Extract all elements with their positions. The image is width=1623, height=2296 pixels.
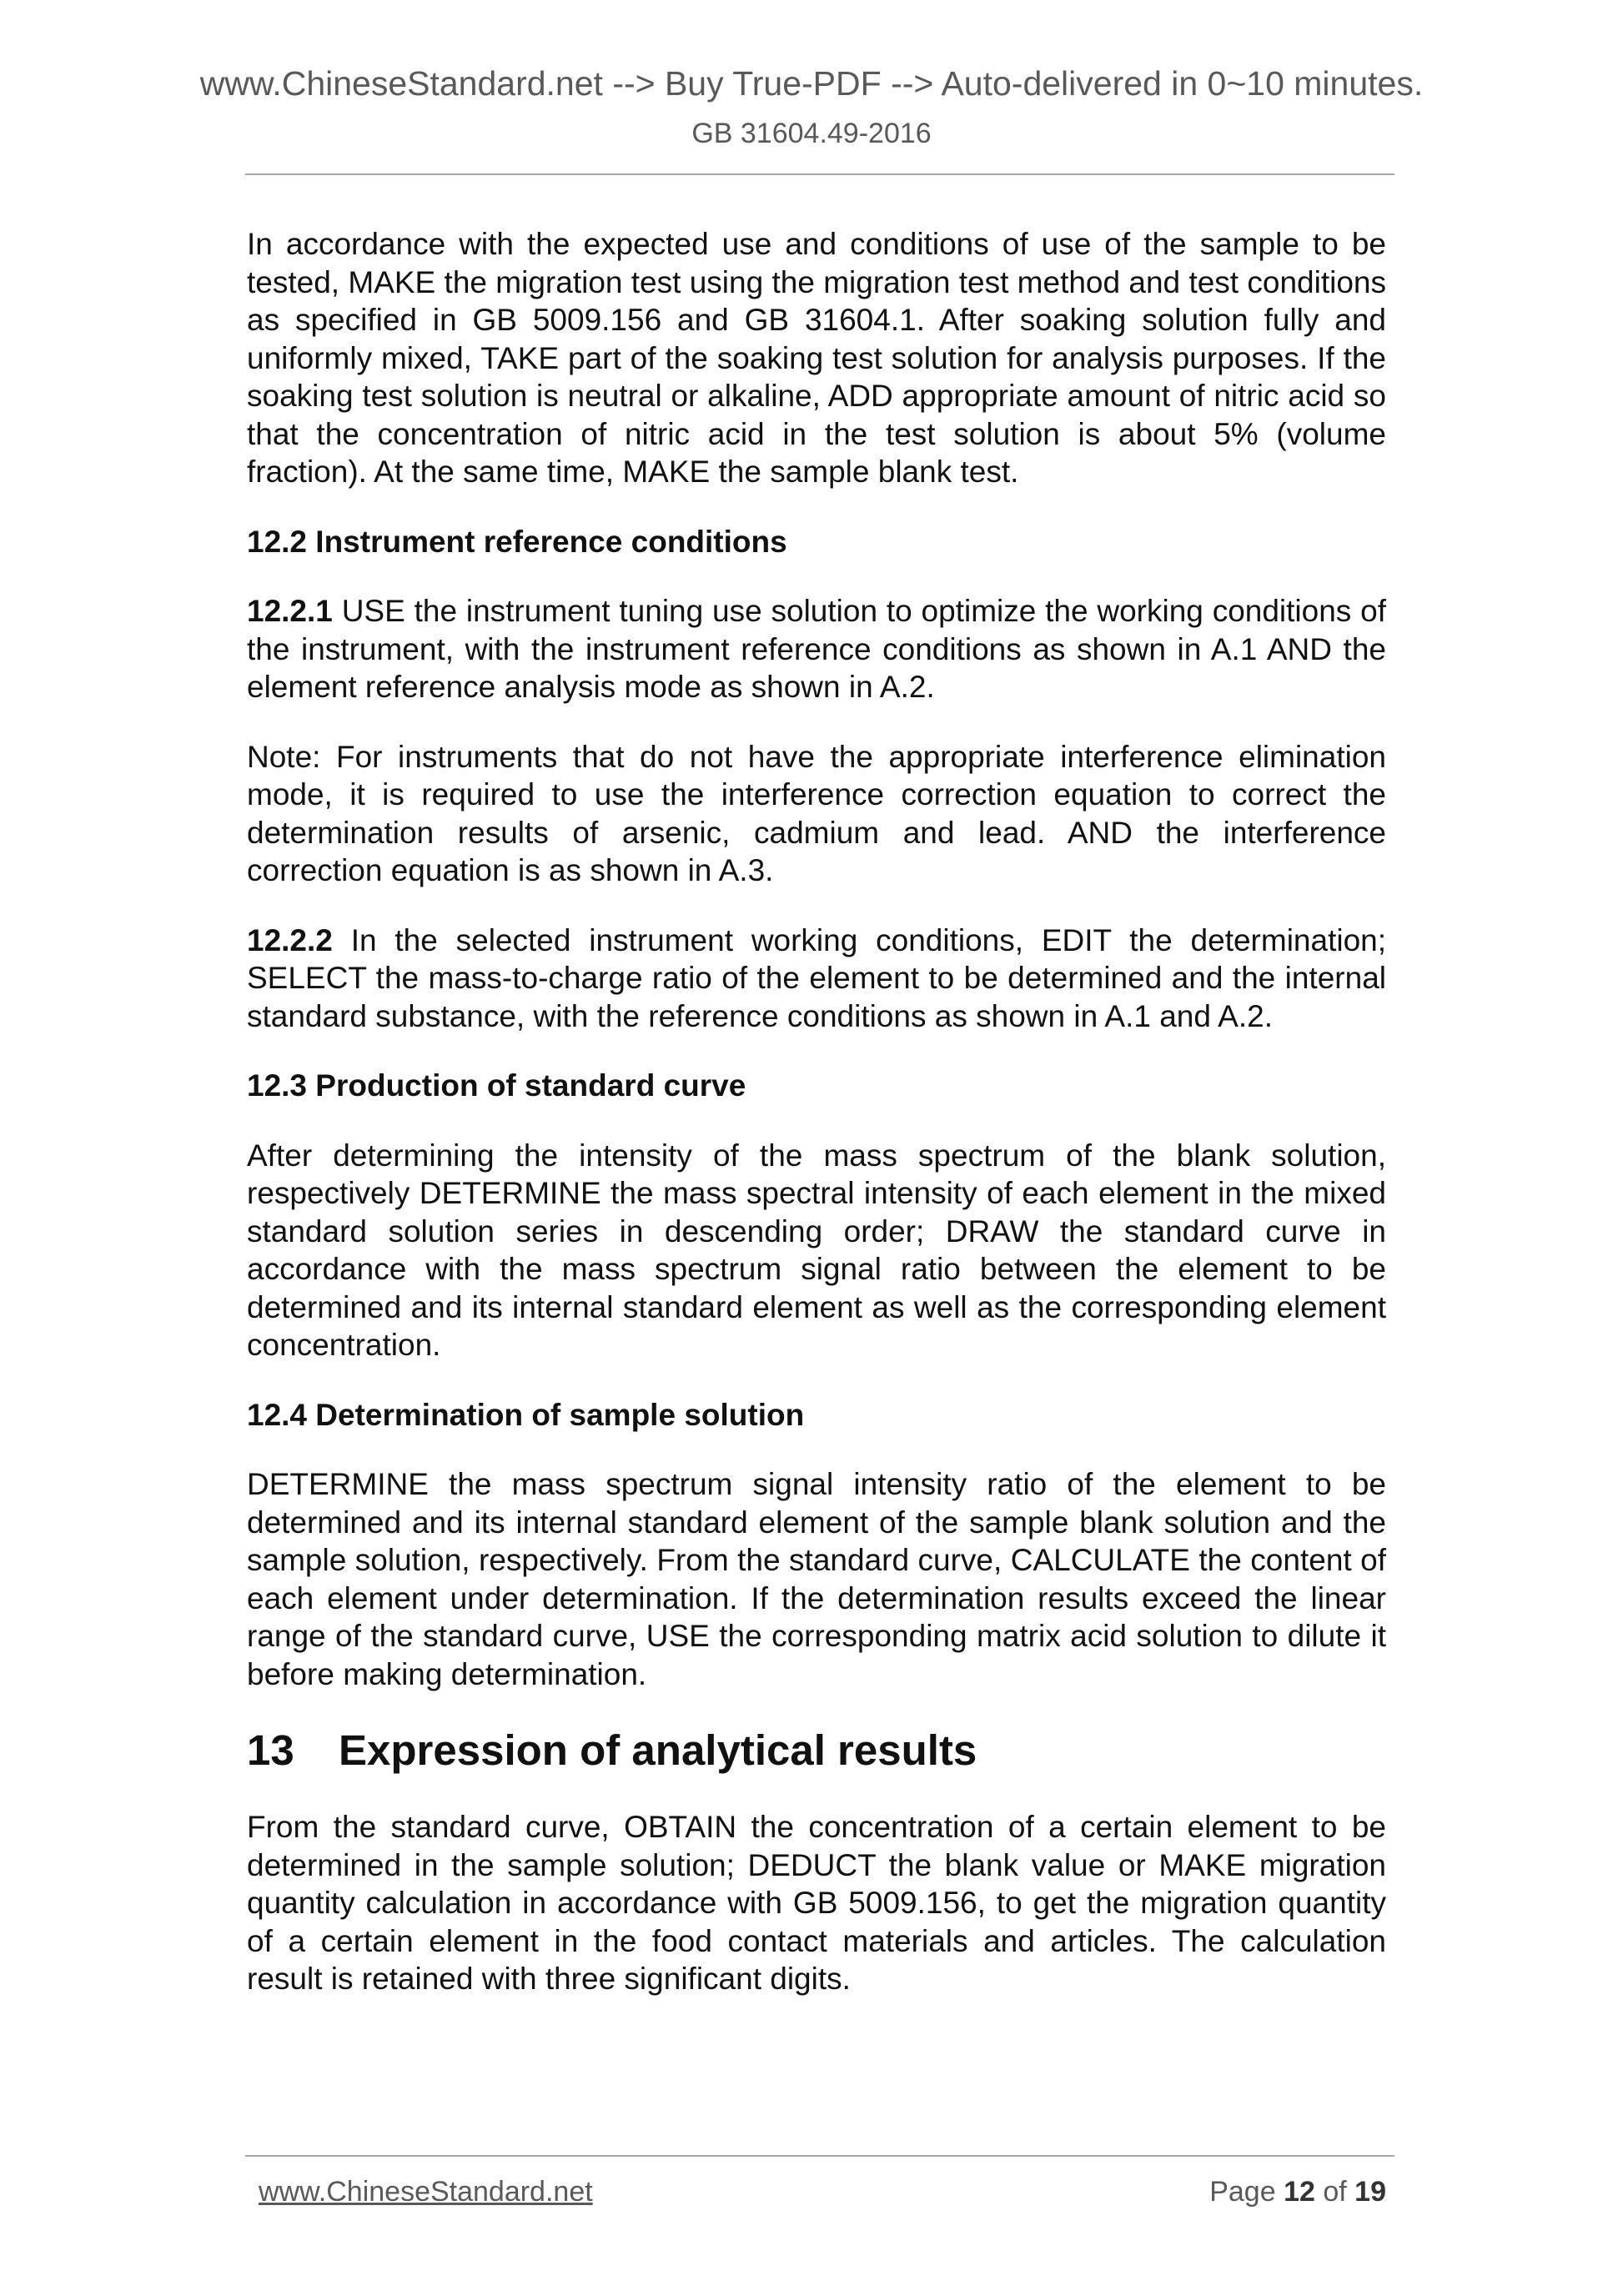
clause-number: 12.2.1 [247,594,333,628]
page-content [247,225,1386,2030]
page-of: of [1323,2176,1347,2208]
section-number: 13 [247,1726,294,1774]
clause-number: 12.2.2 [247,922,333,957]
page-total: 19 [1354,2176,1386,2208]
clause-text: USE the instrument tuning use solution to optimize the working conditions of the instrument, with the instrument reference conditions as shown in A.1 AND the element reference analysis mode as shown in A.2. [247,594,1386,704]
standard-number: GB 31604.49-2016 [691,118,932,149]
page-counter [1209,2175,1386,2209]
section-title: Expression of analytical results [339,1726,977,1774]
clause-12-2-2 [247,922,1386,1036]
page-word: Page [1209,2176,1276,2208]
section-13-paragraph: From the standard curve, OBTAIN the concentration of a certain element to be determined in the sample solution; DEDUCT the blank value or MAKE migration quantity calculation in accordance with GB 5009.156, to get the migration quantity of a certain element in the food contact materials and articles. The calculation result is retained with three significant digits. [247,1810,1386,1996]
section-12-4-heading: 12.4 Determination of sample solution [247,1397,805,1432]
header-banner: www.ChineseStandard.net --> Buy True-PDF --> Auto-delivered in 0~10 minutes. [199,64,1424,103]
clause-12-2-1 [247,592,1386,706]
clause-text: In the selected instrument working conditions, EDIT the determination; SELECT the mass-to-charge ratio of the element to be determined and the internal standard substance, with the reference conditions as shown in A.1 and A.2. [247,922,1386,1033]
section-12-2-heading: 12.2 Instrument reference conditions [247,524,787,559]
intro-paragraph: In accordance with the expected use and conditions of use of the sample to be tested, MAKE the migration test using the migration test method and test conditions as specified in GB 5009.156 and GB 31604.1. After soaking solution fully and uniformly mixed, TAKE part of the soaking test solution for analysis purposes. If the soaking test solution is neutral or alkaline, ADD appropriate amount of nitric acid so that the concentration of nitric acid in the test solution is about 5% (volume fraction). At the same time, MAKE the sample blank test. [247,227,1386,489]
section-13-heading [247,1725,1386,1776]
page-current: 12 [1284,2176,1315,2208]
footer-website-link[interactable]: www.ChineseStandard.net [259,2176,593,2208]
header-divider [245,173,1394,175]
section-12-4-paragraph: DETERMINE the mass spectrum signal intensity ratio of the element to be determined and its internal standard element of the sample blank solution and the sample solution, respectively. From the standard curve, CALCULATE the content of each element under determination. If the determination results exceed the linear range of the standard curve, USE the corresponding matrix acid solution to dilute it before making determination. [247,1467,1386,1691]
section-12-3-paragraph: After determining the intensity of the mass spectrum of the blank solution, respectively DETERMINE the mass spectral intensity of each element in the mixed standard solution series in descending order; DRAW the standard curve in accordance with the mass spectrum signal ratio between the element to be determined and its internal standard element as well as the corresponding element concentration. [247,1138,1386,1362]
footer-divider [245,2155,1394,2157]
note-paragraph: Note: For instruments that do not have the appropriate interference elimination mode, it is required to use the interference correction equation to correct the determination results of arsenic, cadmium and lead. AND the interference correction equation is as shown in A.3. [247,739,1386,887]
section-12-3-heading: 12.3 Production of standard curve [247,1068,746,1103]
